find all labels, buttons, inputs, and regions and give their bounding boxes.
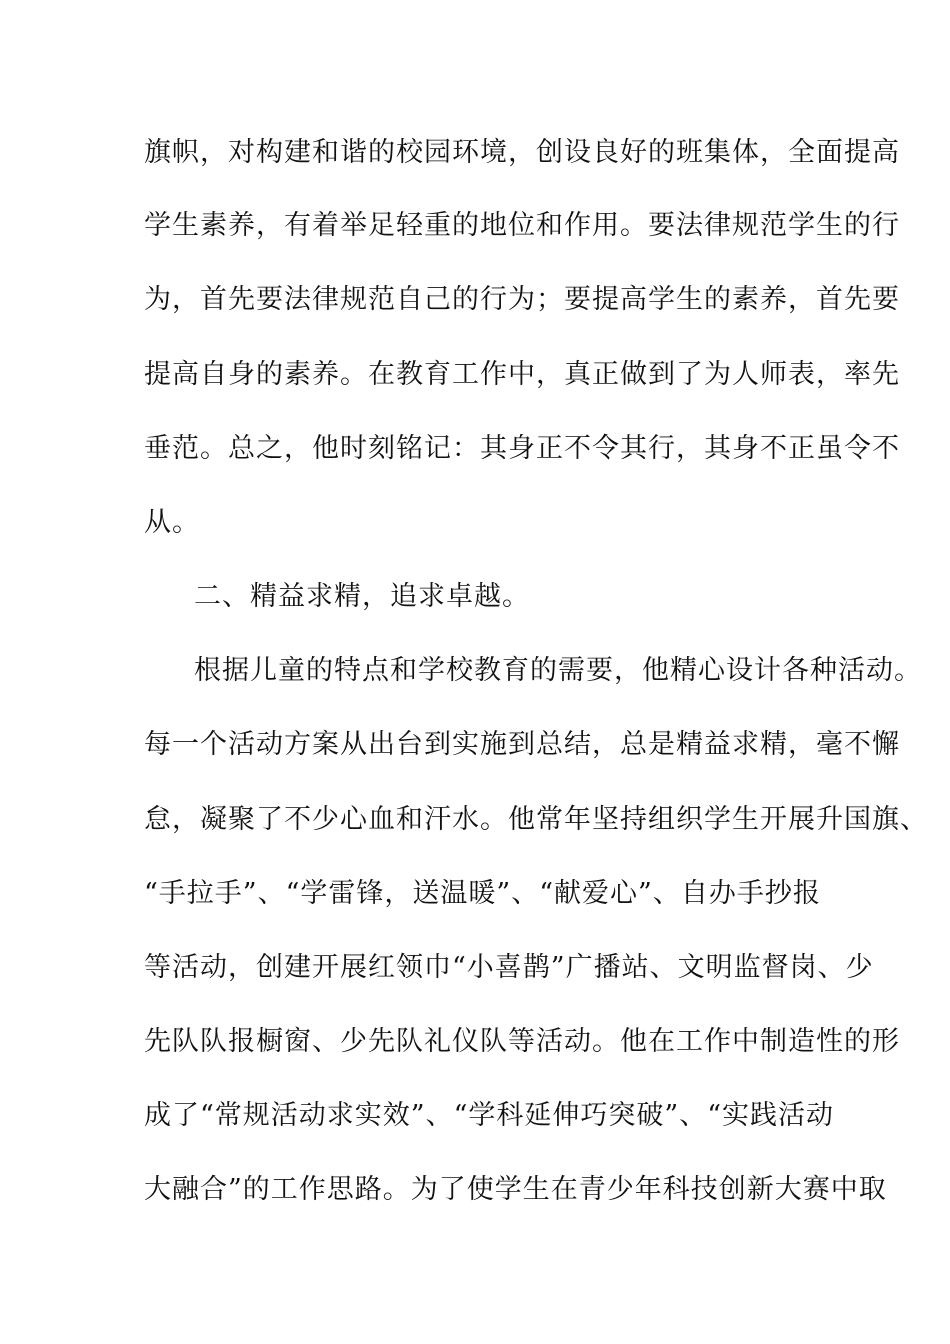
paragraph-line: 提高自身的素养。在教育工作中，真正做到了为人师表，率先 [144,359,900,390]
paragraph-line: 等活动，创建开展红领巾“小喜鹊”广播站、文明监督岗、少 [144,952,874,983]
paragraph-line: 旗帜，对构建和谐的校园环境，创设良好的班集体，全面提高 [144,137,900,168]
paragraph-line: 先队队报橱窗、少先队礼仪队等活动。他在工作中制造性的形 [144,1026,900,1057]
paragraph-line: 大融合”的工作思路。为了使学生在青少年科技创新大赛中取 [144,1174,887,1205]
paragraph-line: 每一个活动方案从出台到实施到总结，总是精益求精，毫不懈 [144,729,900,760]
section-heading: 二、精益求精，追求卓越。 [194,581,530,612]
paragraph-line: 从。 [144,507,200,538]
paragraph-line: 学生素养，有着举足轻重的地位和作用。要法律规范学生的行 [144,210,900,241]
paragraph-line: 为，首先要法律规范自己的行为；要提高学生的素养，首先要 [144,284,900,315]
paragraph-line: 成了“常规活动求实效”、“学科延伸巧突破”、“实践活动 [144,1100,835,1131]
paragraph-line: 垂范。总之，他时刻铭记：其身正不令其行，其身不正虽令不 [144,433,900,464]
paragraph-line: 根据儿童的特点和学校教育的需要，他精心设计各种活动。 [194,655,922,686]
paragraph-line: “手拉手”、“学雷锋，送温暖”、“献爱心”、自办手抄报 [144,878,821,909]
paragraph-line: 怠，凝聚了不少心血和汗水。他常年坚持组织学生开展升国旗、 [144,804,928,835]
